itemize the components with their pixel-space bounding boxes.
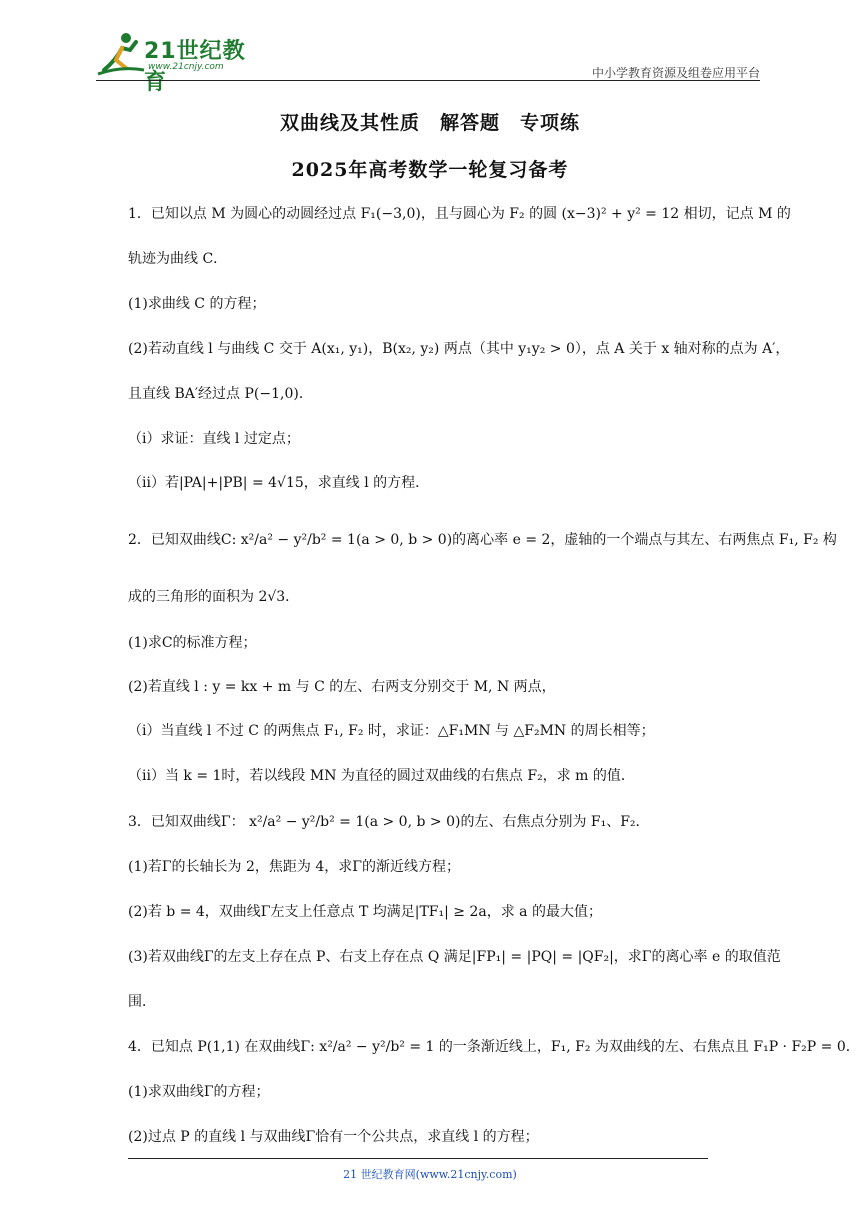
q1-part-2-line-2: 且直线 BA′经过点 P(−1,0)．	[128, 386, 313, 402]
runner-logo-icon	[96, 30, 146, 76]
q2-subpart-i: （i）当直线 l 不过 C 的两焦点 F₁, F₂ 时，求证：△F₁MN 与 △F₂MN 的周长相等；	[128, 723, 655, 739]
q1-subpart-ii: （ⅱ）若|PA|+|PB| = 4√15，求直线 l 的方程．	[128, 475, 430, 491]
platform-name: 中小学教育资源及组卷应用平台	[591, 66, 760, 80]
q2-part-2: (2)若直线 l : y = kx + m 与 C 的左、右两支分别交于 M, N 两点，	[128, 679, 556, 695]
q3-part-3-line-1: (3)若双曲线Γ的左支上存在点 P、右支上存在点 Q 满足|FP₁| = |PQ| = |QF₂|，求Γ的离心率 e 的取值范	[128, 949, 781, 965]
q1-stem-line-2: 轨迹为曲线 C．	[128, 251, 228, 267]
q3-stem: 3．已知双曲线Γ： x²/a² − y²/b² = 1(a > 0, b > 0)的左、右焦点分别为 F₁、F₂．	[128, 814, 650, 830]
q3-part-2: (2)若 b = 4，双曲线Γ左支上任意点 T 均满足|TF₁| ≥ 2a，求 a 的最大值；	[128, 904, 602, 920]
footer-divider	[128, 1158, 708, 1159]
document-title: 双曲线及其性质 解答题 专项练	[279, 112, 580, 134]
logo-url-text: www.21cnjy.com	[148, 62, 224, 72]
footer-link[interactable]: 21 世纪教育网(www.21cnjy.com)	[343, 1168, 517, 1181]
site-logo[interactable]	[96, 30, 266, 95]
q2-part-1: (1)求C的标准方程；	[128, 635, 257, 651]
logo-main-text: 21世纪教育	[144, 39, 246, 95]
q2-stem-line-1: 2．已知双曲线C: x²/a² − y²/b² = 1(a > 0, b > 0)的离心率 e = 2，虚轴的一个端点与其左、右两焦点 F₁, F₂ 构	[128, 532, 837, 548]
q3-part-1: (1)若Γ的长轴长为 2，焦距为 4，求Γ的渐近线方程；	[128, 859, 460, 875]
q4-stem: 4．已知点 P(1,1) 在双曲线Γ: x²/a² − y²/b² = 1 的一条渐近线上，F₁, F₂ 为双曲线的左、右焦点且 F₁P · F₂P = 0．	[128, 1039, 860, 1055]
q1-stem-line-1: 1．已知以点 M 为圆心的动圆经过点 F₁(−3,0)，且与圆心为 F₂ 的圆 (x−3)² + y² = 12 相切，记点 M 的	[128, 206, 791, 222]
q4-part-1: (1)求双曲线Γ的方程；	[128, 1084, 270, 1100]
q1-part-1: (1)求曲线 C 的方程；	[128, 296, 266, 312]
document-subtitle: 2025年高考数学一轮复习备考	[291, 159, 569, 181]
page-header	[96, 30, 760, 95]
q2-subpart-ii: （ii）当 k = 1时，若以线段 MN 为直径的圆过双曲线的右焦点 F₂，求 m 的值．	[128, 768, 635, 784]
q1-part-2-line-1: (2)若动直线 l 与曲线 C 交于 A(x₁, y₁)，B(x₂, y₂) 两点（其中 y₁y₂ > 0），点 A 关于 x 轴对称的点为 A′，	[128, 341, 790, 357]
q4-part-2: (2)过点 P 的直线 l 与双曲线Γ恰有一个公共点，求直线 l 的方程；	[128, 1129, 539, 1145]
q3-part-3-line-2: 围．	[128, 994, 156, 1010]
q2-stem-line-2: 成的三角形的面积为 2√3．	[128, 589, 300, 605]
q1-subpart-i: （ⅰ）求证：直线 l 过定点；	[128, 431, 300, 447]
header-divider	[96, 80, 760, 81]
